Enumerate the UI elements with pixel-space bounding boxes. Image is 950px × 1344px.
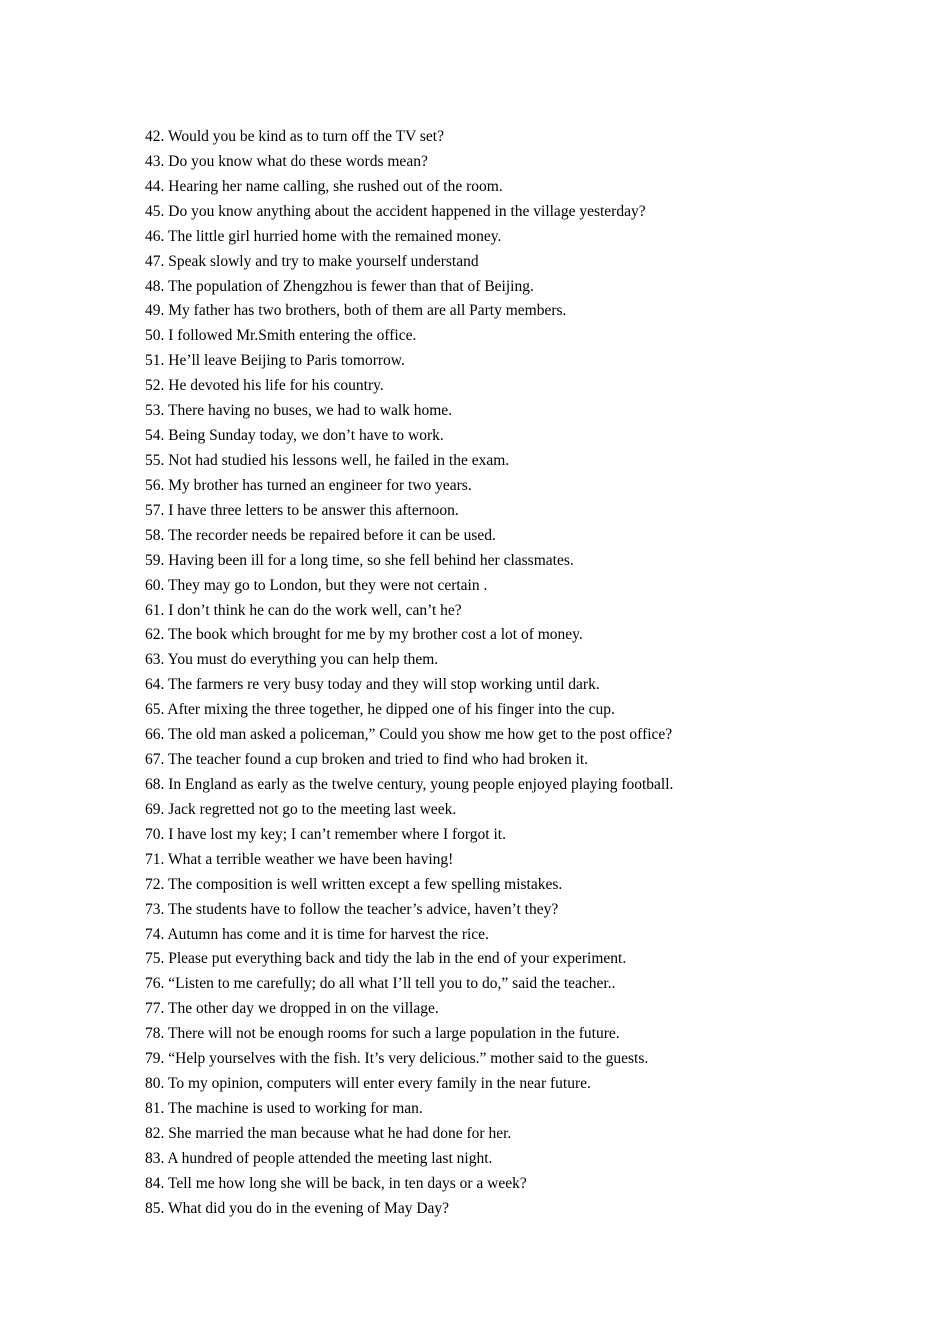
sentence-item: 79. “Help yourselves with the fish. It’s very delicious.” mother said to the guests. <box>145 1050 649 1068</box>
sentence-item: 82. She married the man because what he had done for her. <box>145 1124 512 1142</box>
sentence-item: 74. Autumn has come and it is time for harvest the rice. <box>145 925 489 943</box>
sentence-item: 72. The composition is well written except a few spelling mistakes. <box>145 875 563 893</box>
sentence-item: 63. You must do everything you can help them. <box>145 651 439 669</box>
sentence-item: 71. What a terrible weather we have been having! <box>145 850 454 868</box>
sentence-item: 60. They may go to London, but they were not certain . <box>145 576 488 594</box>
sentence-item: 78. There will not be enough rooms for such a large population in the future. <box>145 1025 620 1043</box>
sentence-item: 67. The teacher found a cup broken and tried to find who had broken it. <box>145 751 589 769</box>
sentence-item: 80. To my opinion, computers will enter every family in the near future. <box>145 1075 591 1093</box>
sentence-item: 45. Do you know anything about the accident happened in the village yesterday? <box>145 202 646 220</box>
sentence-item: 57. I have three letters to be answer this afternoon. <box>145 501 459 519</box>
sentence-item: 49. My father has two brothers, both of them are all Party members. <box>145 302 567 320</box>
sentence-item: 68. In England as early as the twelve century, young people enjoyed playing football. <box>145 775 674 793</box>
sentence-item: 83. A hundred of people attended the meeting last night. <box>145 1149 493 1167</box>
sentence-item: 66. The old man asked a policeman,” Could you show me how get to the post office? <box>145 726 673 744</box>
sentence-item: 62. The book which brought for me by my brother cost a lot of money. <box>145 626 583 644</box>
sentence-item: 75. Please put everything back and tidy the lab in the end of your experiment. <box>145 950 627 968</box>
sentence-item: 69. Jack regretted not go to the meeting last week. <box>145 800 457 818</box>
sentence-item: 52. He devoted his life for his country. <box>145 377 384 395</box>
sentence-item: 50. I followed Mr.Smith entering the office. <box>145 327 417 345</box>
sentence-item: 84. Tell me how long she will be back, in ten days or a week? <box>145 1174 527 1192</box>
sentence-item: 56. My brother has turned an engineer for two years. <box>145 476 472 494</box>
sentence-item: 46. The little girl hurried home with the remained money. <box>145 227 502 245</box>
sentence-item: 43. Do you know what do these words mean? <box>145 152 428 170</box>
sentence-list <box>145 125 845 1222</box>
sentence-item: 48. The population of Zhengzhou is fewer than that of Beijing. <box>145 277 534 295</box>
sentence-item: 58. The recorder needs be repaired before it can be used. <box>145 526 496 544</box>
sentence-item: 53. There having no buses, we had to walk home. <box>145 402 453 420</box>
sentence-item: 59. Having been ill for a long time, so she fell behind her classmates. <box>145 551 574 569</box>
sentence-item: 81. The machine is used to working for man. <box>145 1099 423 1117</box>
sentence-item: 76. “Listen to me carefully; do all what I’ll tell you to do,” said the teacher.. <box>145 975 616 993</box>
sentence-item: 44. Hearing her name calling, she rushed out of the room. <box>145 177 503 195</box>
sentence-item: 42. Would you be kind as to turn off the TV set? <box>145 128 444 145</box>
sentence-item: 73. The students have to follow the teacher’s advice, haven’t they? <box>145 900 559 918</box>
sentence-item: 77. The other day we dropped in on the village. <box>145 1000 439 1018</box>
sentence-item: 70. I have lost my key; I can’t remember where I forgot it. <box>145 825 506 843</box>
sentence-item: 51. He’ll leave Beijing to Paris tomorrow. <box>145 352 405 370</box>
sentence-item: 54. Being Sunday today, we don’t have to work. <box>145 427 444 445</box>
sentence-item: 47. Speak slowly and try to make yourself understand <box>145 252 479 270</box>
sentence-item: 55. Not had studied his lessons well, he failed in the exam. <box>145 451 510 469</box>
sentence-item: 61. I don’t think he can do the work well, can’t he? <box>145 601 462 619</box>
sentence-item: 85. What did you do in the evening of May Day? <box>145 1199 450 1217</box>
sentence-item: 64. The farmers re very busy today and they will stop working until dark. <box>145 676 600 694</box>
sentence-item: 65. After mixing the three together, he dipped one of his finger into the cup. <box>145 701 615 719</box>
